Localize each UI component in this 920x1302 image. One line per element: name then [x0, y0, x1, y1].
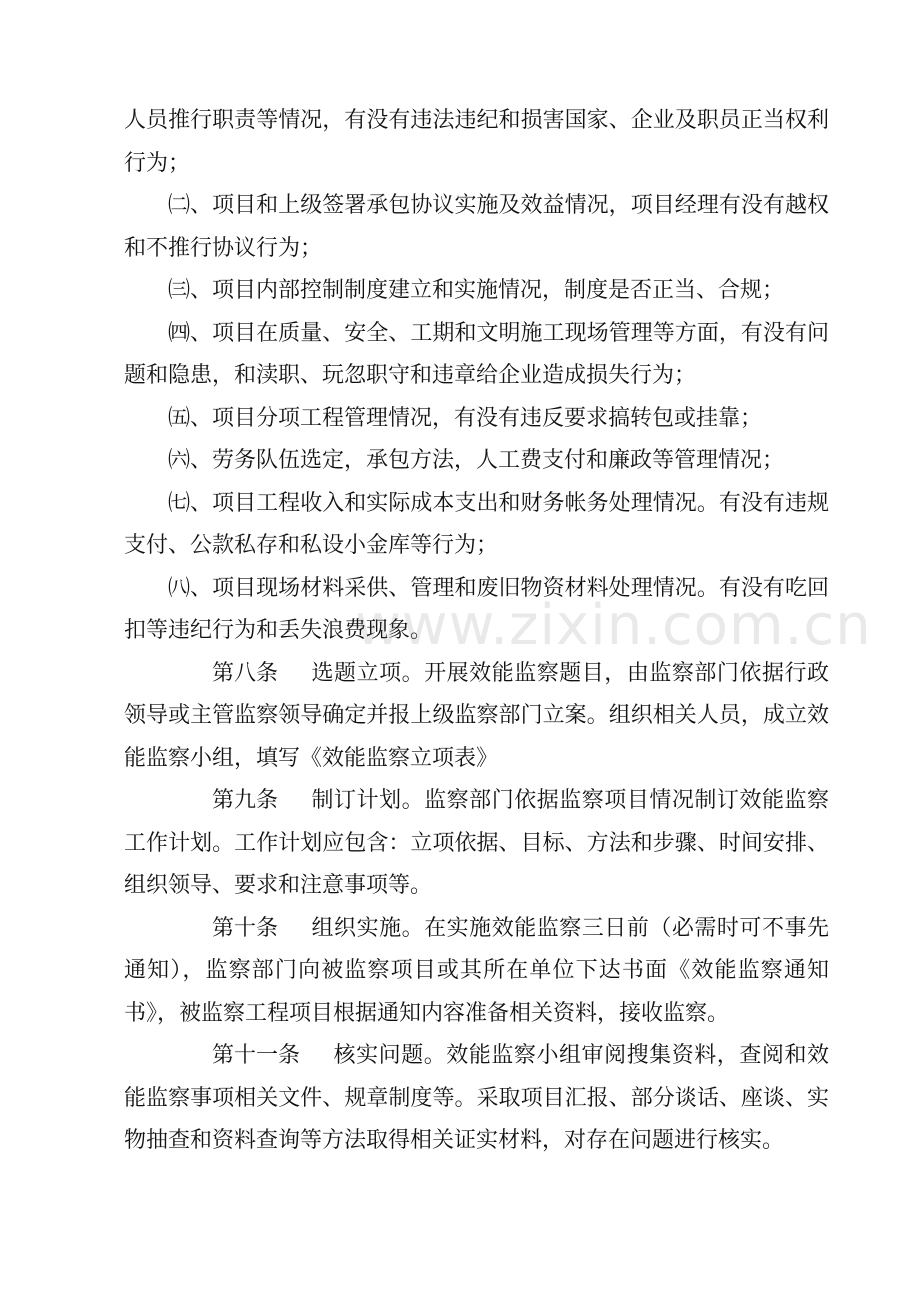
- article-9: [124, 780, 829, 908]
- article-8-number: 第八条: [212, 660, 279, 686]
- article-9-text: 制订计划。监察部门依据监察项目情况制订效能监察工作计划。工作计划应包含：立项依据、目标、方法和步骤、时间安排、组织领导、要求和注意事项等。: [124, 788, 829, 898]
- article-11-number: 第十一条: [212, 1043, 301, 1068]
- paragraph-continuation: 人员推行职责等情况，有没有违法违纪和损害国家、企业及职员正当权利行为；: [124, 108, 829, 176]
- article-10-number: 第十条: [212, 915, 279, 941]
- list-item-2: ㈡、项目和上级签署承包协议实施及效益情况，项目经理有没有越权和不推行协议行为；: [124, 193, 829, 261]
- document-body: [124, 100, 829, 1163]
- article-10: [124, 908, 829, 1036]
- article-10-text: 组织实施。在实施效能监察三日前（必需时可不事先通知），监察部门向被监察项目或其所在单位下达书面《效能监察通知书》，被监察工程项目根据通知内容准备相关资料，接收监察。: [124, 915, 829, 1026]
- article-8-text: 选题立项。开展效能监察题目，由监察部门依据行政领导或主管监察领导确定并报上级监察部门立案。组织相关人员，成立效能监察小组，填写《效能监察立项表》: [124, 660, 829, 771]
- list-item-8: ㈧、项目现场材料采供、管理和废旧物资材料处理情况。有没有吃回扣等违纪行为和丢失浪费现象。: [124, 575, 829, 643]
- watermark: www.zixin.com.cn: [355, 593, 872, 658]
- article-8: [124, 653, 829, 781]
- article-11: [124, 1035, 829, 1163]
- list-item-4: ㈣、项目在质量、安全、工期和文明施工现场管理等方面，有没有问题和隐患，和渎职、玩忽职守和违章给企业造成损失行为；: [124, 320, 829, 388]
- list-item-3: ㈢、项目内部控制制度建立和实施情况，制度是否正当、合规；: [168, 278, 785, 303]
- list-item-6: ㈥、劳务队伍选定，承包方法，人工费支付和廉政等管理情况；: [168, 448, 785, 473]
- article-9-number: 第九条: [212, 788, 279, 813]
- list-item-5: ㈤、项目分项工程管理情况，有没有违反要求搞转包或挂靠；: [168, 405, 763, 431]
- article-11-text: 核实问题。效能监察小组审阅搜集资料，查阅和效能监察事项相关文件、规章制度等。采取项目汇报、部分谈话、座谈、实物抽查和资料查询等方法取得相关证实材料，对存在问题进行核实。: [124, 1043, 829, 1153]
- list-item-7: ㈦、项目工程收入和实际成本支出和财务帐务处理情况。有没有违规支付、公款私存和私设小金库等行为；: [124, 490, 829, 558]
